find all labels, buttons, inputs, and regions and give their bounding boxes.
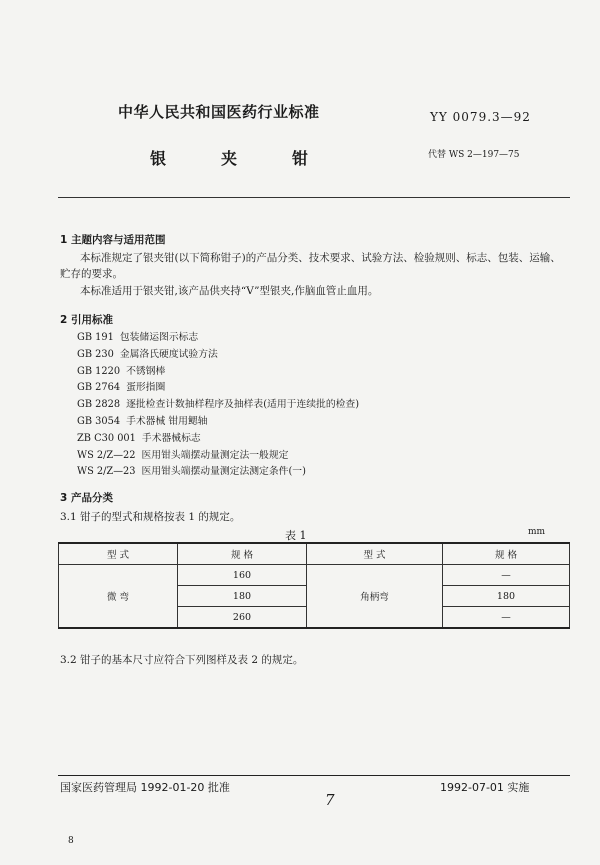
document-title: 银夹钳 <box>150 149 364 168</box>
table-cell: 260 <box>178 607 307 629</box>
table-1 <box>58 542 570 629</box>
section-1-heading: 1 主题内容与适用范围 <box>60 234 166 246</box>
replaces-note: 代替 WS 2—197—75 <box>428 150 520 160</box>
reference-item: GB 2764 蛋形指圈 <box>77 382 166 394</box>
header-cell: 型 式 <box>307 543 443 565</box>
implementation-date: 1992-07-01 实施 <box>440 781 530 794</box>
section-3-heading: 3 产品分类 <box>60 492 113 504</box>
table-header-row <box>59 543 570 565</box>
table-cell: 160 <box>178 565 307 586</box>
header-cell: 规 格 <box>443 543 570 565</box>
standard-category-title: 中华人民共和国医药行业标准 <box>118 103 320 121</box>
section-1-paragraph-2: 本标准适用于银夹钳,该产品供夹持“V”型银夹,作脑血管止血用。 <box>80 285 379 297</box>
reference-item: WS 2/Z—22 医用钳头端摆动量测定法一般规定 <box>77 449 289 461</box>
table-cell: 180 <box>443 586 570 607</box>
reference-item: GB 1220 不锈钢棒 <box>77 365 166 377</box>
table-cell: 角柄弯 <box>307 565 443 629</box>
reference-item: GB 191 包装储运图示标志 <box>77 332 199 343</box>
reference-item: ZB C30 001 手术器械标志 <box>77 432 201 444</box>
section-2-heading: 2 引用标准 <box>60 314 113 326</box>
header-divider <box>58 197 570 198</box>
clause-3-1: 3.1 钳子的型式和规格按表 1 的规定。 <box>60 511 241 523</box>
approval-date: 国家医药管理局 1992-01-20 批准 <box>60 781 230 794</box>
header-cell: 型 式 <box>59 543 178 565</box>
reference-item: GB 2828 逐批检查计数抽样程序及抽样表(适用于连续批的检查) <box>77 399 360 411</box>
standard-number: YY 0079.3—92 <box>430 110 531 124</box>
table-row <box>59 565 570 586</box>
reference-item: WS 2/Z—23 医用钳头端摆动量测定法测定条件(一) <box>77 466 306 478</box>
table-cell: — <box>443 565 570 586</box>
reference-item: GB 230 金属洛氏硬度试验方法 <box>77 348 218 360</box>
header-cell: 规 格 <box>178 543 307 565</box>
reference-item: GB 3054 手术器械 钳用鳃轴 <box>77 415 208 427</box>
section-1-paragraph-1: 本标准规定了银夹钳(以下简称钳子)的产品分类、技术要求、试验方法、检验规则、标志、包装、运输、贮存的要求。 <box>60 252 561 280</box>
table-1-caption: 表 1 <box>285 529 307 542</box>
table-cell: — <box>443 607 570 629</box>
reference-list <box>77 330 567 481</box>
footer-divider <box>58 775 570 776</box>
handwritten-page-mark: 7 <box>325 791 335 809</box>
clause-3-2: 3.2 钳子的基本尺寸应符合下列图样及表 2 的规定。 <box>60 654 304 666</box>
page-number: 8 <box>68 836 74 846</box>
table-cell: 微 弯 <box>59 565 178 629</box>
table-cell: 180 <box>178 586 307 607</box>
table-1-unit: mm <box>528 527 546 537</box>
